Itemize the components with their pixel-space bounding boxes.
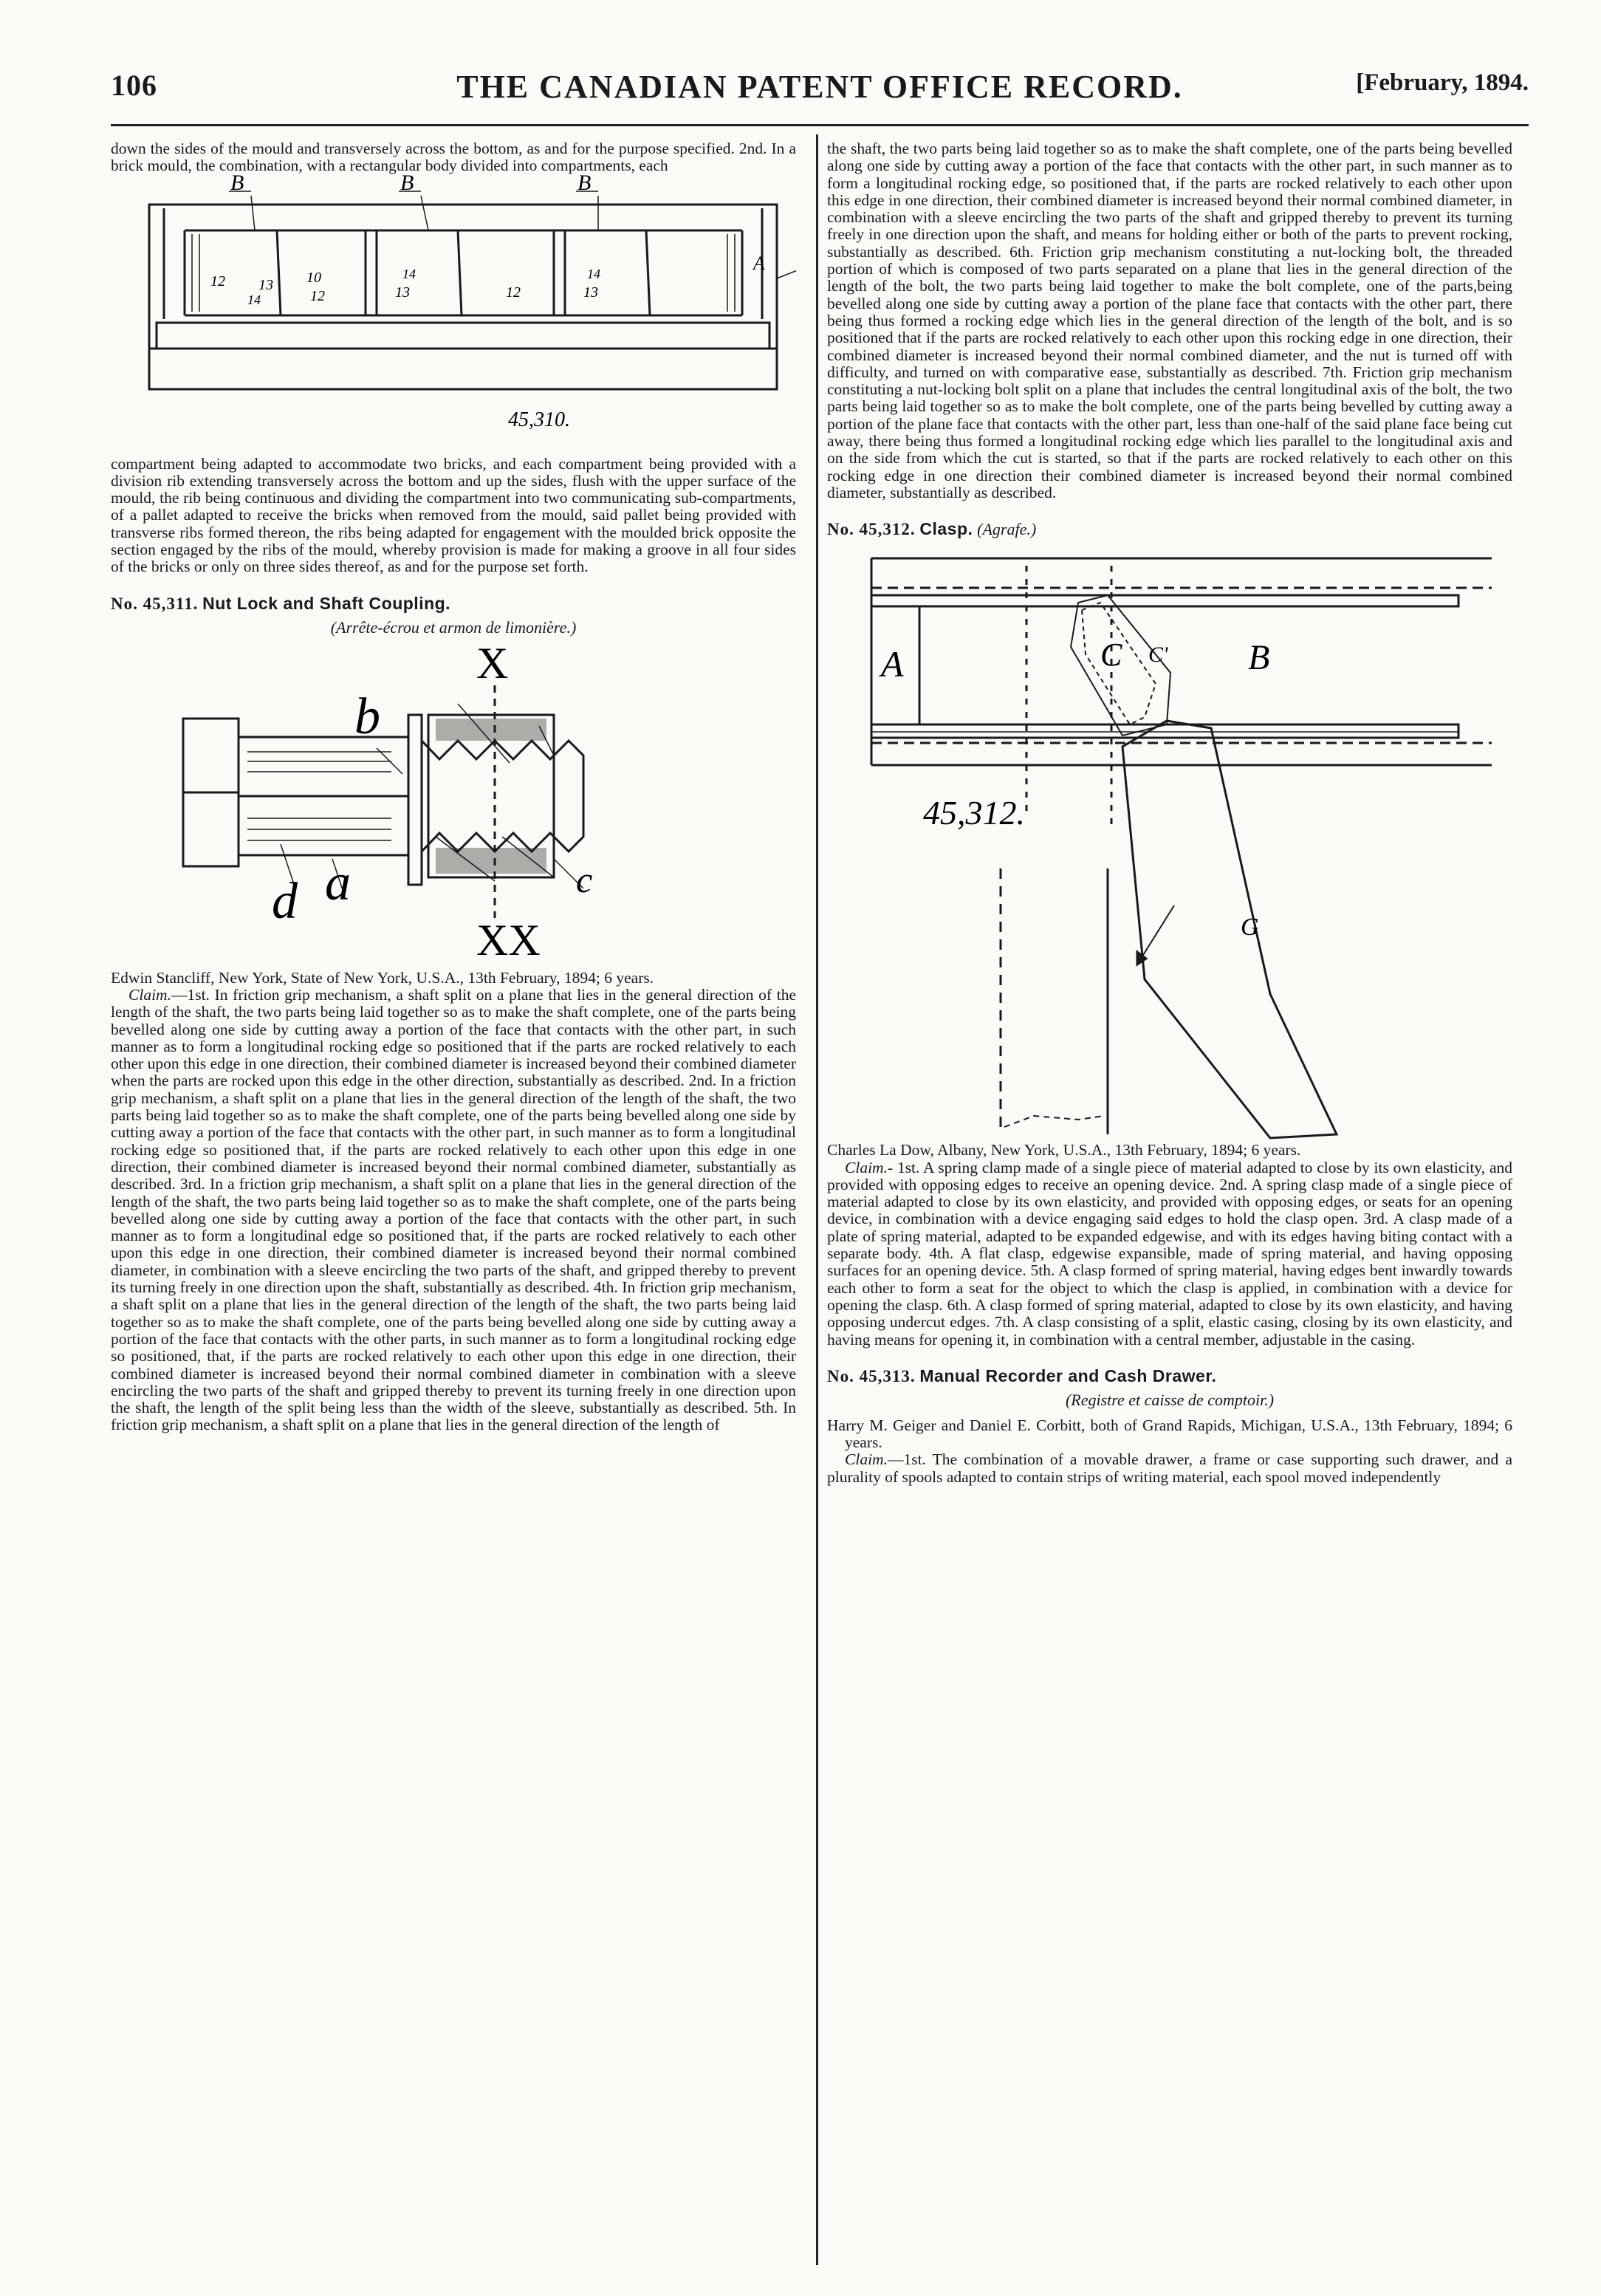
claim-lead-3: Claim. <box>845 1450 888 1469</box>
patent-45313-claims <box>827 1451 1512 1486</box>
fig3-label-c: C <box>1100 637 1122 674</box>
patent-45313-french-title: (Registre et caisse de comptoir.) <box>1065 1390 1275 1409</box>
page-header <box>111 68 1529 112</box>
fig2-label-xx: XX <box>476 915 541 964</box>
intro-paragraph: down the sides of the mould and transversely across the bottom, as and for the purpose specified. 2nd. In a brick mould, the combination, with a rectangular body divided into compartments, each <box>111 140 796 175</box>
patent-45312-number: No. 45,312. <box>827 520 916 539</box>
claim-text: —1st. In friction grip mechanism, a shaft split on a plane that lies in the general direction of the length of the shaft, the two parts being laid together so as to make the shaft complete, one of the parts being bevelled along one side by cutting away a portion of the face that contacts with the other part, in such manner as to form a longitudinal rocking edge so positioned that if the parts are rocked relatively to each other upon this edge in one direction, their combined diameter is increased beyond their combined diameter when the parts are rocked upon this edge in the other direction, substantially as described. 2nd. In a friction grip mechanism, a shaft split on a plane that lies in the general direction of the length of the shaft, the two parts being laid together so as to make the shaft complete, one of the parts being bevelled along one side by cutting away a portion of the face that contacts with the other part, in such manner as to form a longitudinal rocking edge so positioned that, if the parts are rocked relatively to each other upon this edge in one direction, their combined diameter is increased beyond their normal combined diameter, substantially as described. 3rd. In a friction grip mechanism, a shaft split on a plane that lies in the general direction of the length of the shaft, the two parts being laid together so as to make the shaft complete, one of the parts being bevelled along one side by cutting away a portion of the face that contacts with the other part, in such manner as to form a longitudinal edge so positioned that, if the parts are rocked relatively to each other upon this edge in one direction, their combined diameter is increased beyond their normal combined diameter, in combination with a sleeve encircling the two parts of the shaft, and gripped thereby to prevent its turning freely in one direction upon the shaft, substantially as described. 4th. In friction grip mechanism, a shaft split on a plane that lies in the general direction of the length of the shaft, the two parts being laid together so as to make the shaft complete, one of the parts being bevelled along one side by cutting away a portion of the face that contacts with the other parts, in such manner as to form a longitudinal rocking edge so positioned, that, if the parts are rocked relatively to each other upon this edge in one direction, their combined diameter is increased beyond their normal combined diameter in combination with a sleeve encircling the two parts of the shaft and gripped thereby to prevent its turning freely in one direction upon the shaft, the length of the split being less than the width of the sleeve, substantially as described. 5th. In friction grip mechanism, a shaft split on a plane that lies in the general direction of the length of <box>111 985 796 1434</box>
fig1-label-14c: 14 <box>587 266 600 281</box>
patent-45313-number: No. 45,313. <box>827 1366 916 1385</box>
fig1-label-13c: 13 <box>583 284 598 301</box>
patent-45313-inventor: Harry M. Geiger and Daniel E. Corbitt, both of Grand Rapids, Michigan, U.S.A., 13th February, 1894; 6 years. <box>827 1416 1512 1452</box>
fig2-label-c: c <box>576 858 593 900</box>
fig3-label-b: B <box>1248 638 1270 678</box>
claim-text-2: - 1st. A spring clamp made of a single piece of material adapted to close by its own elasticity, and provided with opposing edges to receive an opening device. 2nd. A spring clasp made of a single piece of material adapted to close by its own elasticity, and provided with opposing edges, or seats for an opening device, in combination with a device engaging said edges to hold the clasp open. 3rd. A clasp made of a plate of spring material, adapted to be expanded edgewise, and with its edges having biting contact with a separate body. 4th. A flat clasp, edgewise expansible, made of spring material, and having opposing surfaces for an opening device. 5th. A clasp formed of spring material, having edges bent inwardly towards each other to form a seat for the object to which the clasp is applied, in combination with a device for opening the clasp. 6th. A clasp formed of spring material, adapted to close by its own elasticity, and having opposing undercut edges. 7th. A clasp consisting of a split, elastic casing, closing by its own elasticity, and having means for opening it, in combination with a central member, adjustable in the casing. <box>827 1158 1512 1349</box>
right-continued-paragraph: the shaft, the two parts being laid together so as to make the shaft complete, one of the parts being bevelled along one side by cutting away a portion of the face that contacts with the other part, in such manner as to form a longitudinal rocking edge, so positioned that, if the parts are rocked relatively to each other upon this edge in one direction, their combined diameter is increased beyond their normal combined diameter, in combination with a sleeve encircling the two parts of the shaft and gripped thereby to prevent its turning freely in one direction upon the shaft, and means for holding either or both of the parts to prevent rocking, substantially as described. 6th. Friction grip mechanism constituting a nut-locking bolt, the threaded portion of which is composed of two parts separated on a plane that lies in the general direction of the length of the bolt, the two parts being laid together to make the bolt complete, one of the parts,being bevelled along one side by cutting away a portion of the plane face that contacts with the other part, there being thus formed a rocking edge which lies in the general direction of the length of the bolt, and is so positioned that if the parts are rocked relatively to each other upon this rocking edge in one direction, their combined diameter is increased beyond their normal combined diameter, and the nut is turned off with difficulty, and turned on with comparative ease, substantially as described. 7th. Friction grip mechanism constituting a nut-locking bolt split on a plane that includes the central longitudinal axis of the bolt, the two parts being laid together so as to make the bolt complete, one of the parts being bevelled by cutting away a portion of the plane face that contacts with the other part, less than one-half of the said plane face being cut away, there being thus formed a longitudinal rocking edge which lies parallel to the longitudinal axis and on the side from which the cut is started, so that if the parts are rocked relatively to each other on this rocking edge in one direction their combined diameter is increased beyond their normal combined diameter, substantially as described. <box>827 140 1512 501</box>
figure-clasp <box>827 544 1512 1142</box>
patent-45311-inventor: Edwin Stancliff, New York, State of New York, U.S.A., 13th February, 1894; 6 years. <box>111 968 654 987</box>
patent-45311-name: Nut Lock and Shaft Coupling. <box>202 593 451 613</box>
patent-45312-heading <box>827 519 1512 539</box>
fig1-label-a: A <box>753 252 765 274</box>
patent-45311-number: No. 45,311. <box>111 594 199 613</box>
page-number: 106 <box>111 69 157 102</box>
claim-text-3: —1st. The combination of a movable drawer, a frame or case supporting such drawer, and a plurality of spools adapted to contain strips of writing material, each spool moved independently <box>827 1450 1512 1486</box>
fig1-label-12b: 12 <box>310 287 325 304</box>
patent-45312-claims <box>827 1159 1512 1349</box>
brick-mould-drawing <box>111 175 796 456</box>
fig1-label-14a: 14 <box>247 292 261 307</box>
patent-45312-inventor: Charles La Dow, Albany, New York, U.S.A., 13th February, 1894; 6 years. <box>827 1141 1301 1159</box>
patent-45311-heading <box>111 594 796 614</box>
fig3-label-c2: C' <box>1148 642 1168 668</box>
column-divider <box>816 134 818 2265</box>
fig2-label-d: d <box>272 872 298 930</box>
fig1-label-10: 10 <box>306 269 321 286</box>
claim-lead-2: Claim. <box>845 1158 888 1176</box>
issue-date: [February, 1894. <box>1356 69 1529 96</box>
patent-45311-claims <box>111 987 796 1434</box>
fig1-label-b3: B <box>577 174 592 195</box>
nut-lock-drawing <box>111 645 796 970</box>
fig1-label-14b: 14 <box>402 266 416 281</box>
left-column <box>111 140 796 1434</box>
publication-title: THE CANADIAN PATENT OFFICE RECORD. <box>456 69 1183 105</box>
figure-brick-mould <box>111 175 796 456</box>
continued-paragraph: compartment being adapted to accommodate two bricks, and each compartment being provided with a division rib extending transversely across the bottom and up the sides, flush with the upper surface of the mould, the rib being continuous and dividing the compartment into two communicating sub-compartments, of a pallet adapted to receive the bricks when removed from the mould, said pallet being provided with transverse ribs formed thereon, the ribs being adapted for engagement with the moulded brick opposite the section engaged by the ribs of the mould, whereby provision is made for making a groove in all four sides of the bricks or only on three sides thereof, as and for the purpose set forth. <box>111 454 796 576</box>
patent-45312-name: Clasp. <box>919 519 973 539</box>
fig2-label-b: b <box>354 688 380 745</box>
fig2-label-a: a <box>325 854 351 911</box>
fig2-label-x-top: X <box>476 644 509 688</box>
fig1-label-b2: B <box>400 174 414 195</box>
fig1-label-12c: 12 <box>506 284 521 301</box>
patent-45313-heading <box>827 1366 1512 1386</box>
fig1-label-13b: 13 <box>395 284 410 301</box>
fig1-label-b1: B <box>230 174 244 195</box>
figure-nut-lock <box>111 645 796 970</box>
right-column <box>827 140 1512 1486</box>
patent-45312-french-title: (Agrafe.) <box>977 520 1037 539</box>
fig3-label-g: G <box>1241 914 1259 942</box>
fig1-label-12a: 12 <box>210 273 225 289</box>
fig3-patent-number: 45,312. <box>923 794 1025 832</box>
patent-45311-french-title: (Arrête-écrou et armon de limonière.) <box>330 617 577 637</box>
fig3-label-a: A <box>881 643 904 685</box>
header-rule <box>111 124 1529 126</box>
fig1-patent-number: 45,310. <box>508 408 570 431</box>
patent-45313-name: Manual Recorder and Cash Drawer. <box>919 1365 1217 1385</box>
fig1-label-13a: 13 <box>258 276 273 293</box>
claim-lead: Claim. <box>128 985 171 1004</box>
clasp-drawing <box>827 544 1512 1142</box>
